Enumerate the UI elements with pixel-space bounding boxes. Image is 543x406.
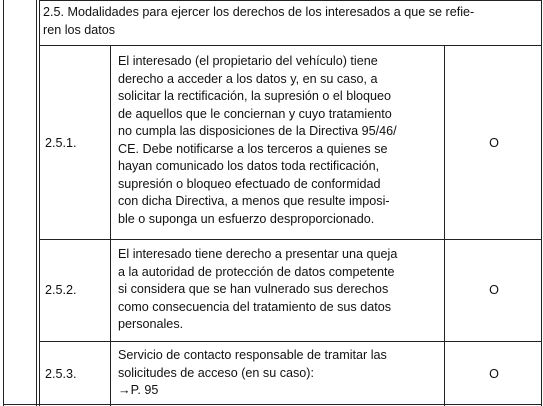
row-description	[118, 347, 438, 400]
text-line: como consecuencia del tratamiento de sus datos	[118, 299, 392, 314]
status-mark: O	[489, 283, 499, 297]
text-line: solicitudes de acceso (en su caso):	[118, 365, 315, 380]
text-line: El interesado tiene derecho a presentar una queja	[118, 247, 398, 261]
text-line: CE. Debe notificarse a los terceros a quienes se	[118, 141, 388, 156]
row-number: 2.5.1.	[45, 136, 77, 150]
text-line: con dicha Directiva, a menos que resulte imposi-	[118, 194, 390, 208]
section-title-line-2: ren los datos	[43, 22, 116, 37]
text-line: →P. 95	[118, 383, 159, 397]
text-line: a la autoridad de protección de datos competente	[118, 264, 395, 279]
status-mark: O	[489, 367, 499, 381]
text-line: supresión o bloqueo efectuado de conformidad	[118, 176, 381, 191]
text-line: Servicio de contacto responsable de tramitar las	[118, 348, 387, 362]
section-title-line-1: 2.5. Modalidades para ejercer los derechos de los interesados a que se refie-	[43, 5, 475, 19]
row-number: 2.5.3.	[45, 367, 77, 381]
row-number: 2.5.2.	[45, 283, 77, 297]
section-header	[43, 4, 535, 39]
text-line: personales.	[118, 317, 184, 331]
text-line: ble o suponga un esfuerzo desproporcionado.	[118, 211, 375, 226]
text-line: derecho a acceder a los datos y, en su caso, a	[118, 71, 378, 86]
text-line: hayan comunicado los datos toda rectificación,	[118, 159, 380, 173]
text-line: solicitar la rectificación, la supresión o el bloqueo	[118, 89, 392, 103]
row-description	[118, 246, 438, 334]
text-line: no cumpla las disposiciones de la Directiva 95/46/	[118, 124, 397, 138]
row-description	[118, 53, 438, 228]
text-line: de aquellos que le conciernan y cuyo tratamiento	[118, 106, 392, 121]
status-mark: O	[489, 136, 499, 150]
text-line: si considera que se han vulnerado sus derechos	[118, 282, 389, 296]
text-line: El interesado (el propietario del vehículo) tiene	[118, 54, 378, 68]
